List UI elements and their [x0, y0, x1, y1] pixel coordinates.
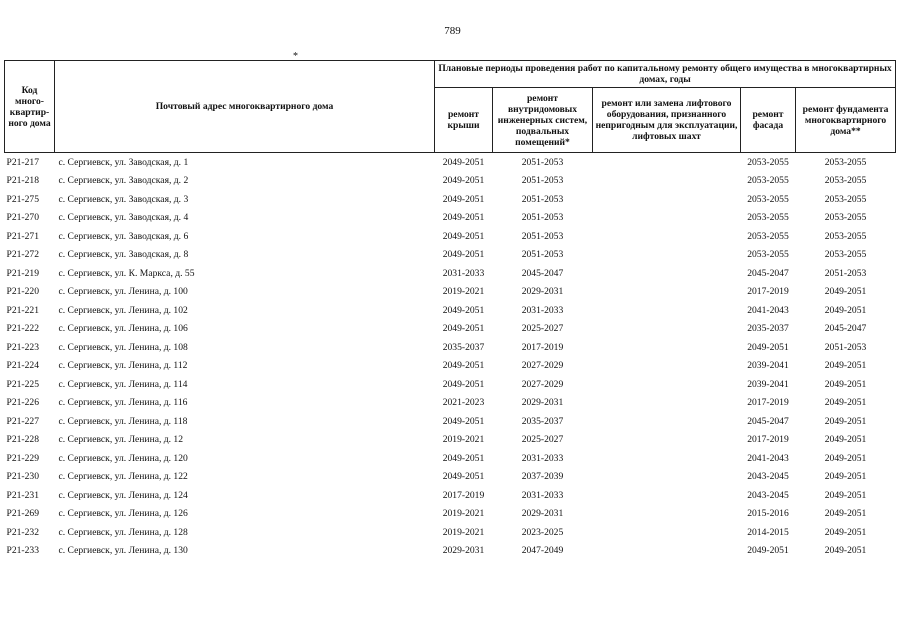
cell-address: с. Сергиевск, ул. Заводская, д. 3 [58, 193, 189, 205]
cell-elevator [593, 431, 741, 450]
cell-code: Р21-275 [6, 193, 40, 205]
cell-foundation: 2049-2051 [824, 360, 867, 372]
cell-roof: 2049-2051 [442, 471, 485, 483]
cell-roof: 2049-2051 [442, 323, 485, 335]
cell-code: Р21-269 [6, 508, 40, 520]
cell-address: с. Сергиевск, ул. Ленина, д. 116 [58, 397, 188, 409]
cell-roof: 2019-2021 [442, 434, 485, 446]
cell-systems: 2051-2053 [521, 193, 564, 205]
cell-systems: 2029-2031 [521, 286, 564, 298]
cell-systems: 2051-2053 [521, 175, 564, 187]
cell-code: Р21-272 [6, 249, 40, 261]
table-row [5, 338, 896, 357]
cell-facade: 2045-2047 [747, 267, 789, 279]
header-code: Код много-квартир-ного дома [5, 61, 55, 153]
cell-roof: 2049-2051 [442, 212, 485, 224]
cell-address: с. Сергиевск, ул. Ленина, д. 108 [58, 341, 188, 353]
table-row [5, 246, 896, 265]
cell-systems: 2051-2053 [521, 156, 564, 168]
cell-elevator [593, 412, 741, 431]
cell-address: с. Сергиевск, ул. Заводская, д. 8 [58, 249, 189, 261]
cell-roof: 2021-2023 [442, 397, 485, 409]
cell-foundation: 2049-2051 [824, 508, 867, 520]
cell-elevator [593, 542, 741, 561]
cell-foundation: 2049-2051 [824, 452, 867, 464]
cell-code: Р21-233 [6, 545, 40, 557]
cell-foundation: 2053-2055 [824, 156, 867, 168]
cell-roof: 2049-2051 [442, 360, 485, 372]
cell-systems: 2031-2033 [521, 452, 564, 464]
cell-facade: 2043-2045 [747, 489, 789, 501]
asterisk-mark: * [293, 51, 298, 62]
cell-foundation: 2049-2051 [824, 434, 867, 446]
table-row [5, 357, 896, 376]
cell-systems: 2027-2029 [521, 378, 564, 390]
cell-roof: 2019-2021 [442, 286, 485, 298]
header-foundation: ремонт фундамента многоквартирного дома** [796, 88, 896, 153]
cell-elevator [593, 320, 741, 339]
cell-systems: 2029-2031 [521, 397, 564, 409]
cell-foundation: 2049-2051 [824, 378, 867, 390]
cell-code: Р21-227 [6, 415, 40, 427]
cell-foundation: 2049-2051 [824, 545, 867, 557]
cell-address: с. Сергиевск, ул. Ленина, д. 122 [58, 471, 188, 483]
cell-roof: 2049-2051 [442, 193, 485, 205]
table-row [5, 375, 896, 394]
header-systems: ремонт внутридомовых инженерных систем, подвальных помещений* [493, 88, 593, 153]
cell-foundation: 2053-2055 [824, 193, 867, 205]
cell-foundation: 2049-2051 [824, 526, 867, 538]
cell-roof: 2049-2051 [442, 378, 485, 390]
cell-code: Р21-228 [6, 434, 40, 446]
table-row [5, 172, 896, 191]
cell-facade: 2017-2019 [747, 434, 789, 446]
cell-systems: 2031-2033 [521, 304, 564, 316]
cell-facade: 2049-2051 [747, 545, 789, 557]
cell-roof: 2029-2031 [442, 545, 485, 557]
cell-address: с. Сергиевск, ул. Ленина, д. 126 [58, 508, 188, 520]
table-row [5, 264, 896, 283]
cell-facade: 2039-2041 [747, 360, 789, 372]
cell-foundation: 2051-2053 [824, 267, 867, 279]
cell-roof: 2049-2051 [442, 230, 485, 242]
cell-elevator [593, 338, 741, 357]
table-row [5, 412, 896, 431]
cell-code: Р21-221 [6, 304, 40, 316]
cell-foundation: 2049-2051 [824, 304, 867, 316]
cell-address: с. Сергиевск, ул. Ленина, д. 120 [58, 452, 188, 464]
cell-elevator [593, 153, 741, 172]
table-header [5, 61, 896, 153]
cell-roof: 2049-2051 [442, 304, 485, 316]
table-row [5, 190, 896, 209]
cell-code: Р21-226 [6, 397, 40, 409]
cell-systems: 2047-2049 [521, 545, 564, 557]
cell-elevator [593, 283, 741, 302]
cell-foundation: 2049-2051 [824, 415, 867, 427]
cell-facade: 2041-2043 [747, 452, 789, 464]
cell-roof: 2049-2051 [442, 156, 485, 168]
table-row [5, 449, 896, 468]
repair-schedule-table [4, 60, 896, 560]
cell-elevator [593, 209, 741, 228]
cell-foundation: 2053-2055 [824, 212, 867, 224]
table-row [5, 153, 896, 172]
cell-address: с. Сергиевск, ул. Ленина, д. 112 [58, 360, 188, 372]
header-roof: ремонт крыши [435, 88, 493, 153]
cell-elevator [593, 357, 741, 376]
cell-systems: 2023-2025 [521, 526, 564, 538]
cell-roof: 2019-2021 [442, 508, 485, 520]
header-group: Плановые периоды проведения работ по капитальному ремонту общего имущества в многоквартирных домах, годы [435, 61, 896, 88]
cell-elevator [593, 264, 741, 283]
cell-elevator [593, 468, 741, 487]
cell-facade: 2041-2043 [747, 304, 789, 316]
cell-facade: 2017-2019 [747, 286, 789, 298]
cell-facade: 2053-2055 [747, 212, 789, 224]
cell-systems: 2031-2033 [521, 489, 564, 501]
cell-address: с. Сергиевск, ул. Ленина, д. 100 [58, 286, 188, 298]
cell-systems: 2025-2027 [521, 323, 564, 335]
table-row [5, 283, 896, 302]
cell-systems: 2017-2019 [521, 341, 564, 353]
cell-code: Р21-231 [6, 489, 40, 501]
cell-elevator [593, 523, 741, 542]
cell-elevator [593, 394, 741, 413]
cell-code: Р21-229 [6, 452, 40, 464]
cell-foundation: 2049-2051 [824, 286, 867, 298]
header-facade: ремонт фасада [741, 88, 796, 153]
cell-address: с. Сергиевск, ул. Ленина, д. 106 [58, 323, 188, 335]
cell-facade: 2043-2045 [747, 471, 789, 483]
cell-systems: 2025-2027 [521, 434, 564, 446]
table-row [5, 431, 896, 450]
cell-systems: 2051-2053 [521, 249, 564, 261]
cell-elevator [593, 486, 741, 505]
cell-facade: 2045-2047 [747, 415, 789, 427]
table-row [5, 542, 896, 561]
cell-code: Р21-220 [6, 286, 40, 298]
table-row [5, 209, 896, 228]
cell-address: с. Сергиевск, ул. Ленина, д. 114 [58, 378, 188, 390]
cell-roof: 2049-2051 [442, 452, 485, 464]
cell-roof: 2049-2051 [442, 175, 485, 187]
cell-facade: 2053-2055 [747, 249, 789, 261]
cell-code: Р21-232 [6, 526, 40, 538]
cell-roof: 2049-2051 [442, 415, 485, 427]
cell-systems: 2051-2053 [521, 212, 564, 224]
cell-systems: 2027-2029 [521, 360, 564, 372]
cell-facade: 2049-2051 [747, 341, 789, 353]
cell-code: Р21-270 [6, 212, 40, 224]
cell-address: с. Сергиевск, ул. Ленина, д. 124 [58, 489, 188, 501]
cell-elevator [593, 505, 741, 524]
cell-code: Р21-225 [6, 378, 40, 390]
cell-foundation: 2053-2055 [824, 175, 867, 187]
cell-address: с. Сергиевск, ул. Заводская, д. 1 [58, 156, 189, 168]
header-address: Почтовый адрес многоквартирного дома [55, 61, 435, 153]
table-body [5, 153, 896, 561]
table-row [5, 227, 896, 246]
table-row [5, 394, 896, 413]
cell-address: с. Сергиевск, ул. К. Маркса, д. 55 [58, 267, 195, 279]
cell-code: Р21-222 [6, 323, 40, 335]
cell-facade: 2017-2019 [747, 397, 789, 409]
cell-address: с. Сергиевск, ул. Ленина, д. 12 [58, 434, 184, 446]
table-row [5, 468, 896, 487]
cell-elevator [593, 227, 741, 246]
cell-facade: 2053-2055 [747, 175, 789, 187]
cell-foundation: 2051-2053 [824, 341, 867, 353]
table-row [5, 301, 896, 320]
cell-code: Р21-224 [6, 360, 40, 372]
cell-roof: 2035-2037 [442, 341, 485, 353]
cell-roof: 2049-2051 [442, 249, 485, 261]
cell-foundation: 2053-2055 [824, 249, 867, 261]
cell-code: Р21-230 [6, 471, 40, 483]
cell-address: с. Сергиевск, ул. Заводская, д. 4 [58, 212, 189, 224]
cell-systems: 2029-2031 [521, 508, 564, 520]
cell-systems: 2051-2053 [521, 230, 564, 242]
cell-code: Р21-217 [6, 156, 40, 168]
cell-code: Р21-223 [6, 341, 40, 353]
table-row [5, 505, 896, 524]
cell-foundation: 2049-2051 [824, 397, 867, 409]
cell-facade: 2014-2015 [747, 526, 789, 538]
cell-roof: 2019-2021 [442, 526, 485, 538]
cell-elevator [593, 172, 741, 191]
cell-roof: 2017-2019 [442, 489, 485, 501]
cell-facade: 2053-2055 [747, 230, 789, 242]
cell-address: с. Сергиевск, ул. Ленина, д. 118 [58, 415, 188, 427]
cell-code: Р21-271 [6, 230, 40, 242]
cell-elevator [593, 190, 741, 209]
cell-elevator [593, 449, 741, 468]
cell-elevator [593, 246, 741, 265]
cell-address: с. Сергиевск, ул. Ленина, д. 128 [58, 526, 188, 538]
cell-elevator [593, 301, 741, 320]
cell-systems: 2045-2047 [521, 267, 564, 279]
cell-foundation: 2053-2055 [824, 230, 867, 242]
cell-address: с. Сергиевск, ул. Ленина, д. 130 [58, 545, 188, 557]
table-row [5, 320, 896, 339]
cell-code: Р21-219 [6, 267, 40, 279]
header-elevator: ремонт или замена лифтового оборудования, признанного непригодным для эксплуатации, лифтовых шахт [593, 88, 741, 153]
cell-foundation: 2049-2051 [824, 489, 867, 501]
cell-facade: 2015-2016 [747, 508, 789, 520]
cell-foundation: 2049-2051 [824, 471, 867, 483]
cell-address: с. Сергиевск, ул. Заводская, д. 6 [58, 230, 189, 242]
cell-address: с. Сергиевск, ул. Заводская, д. 2 [58, 175, 189, 187]
cell-facade: 2053-2055 [747, 156, 789, 168]
cell-code: Р21-218 [6, 175, 40, 187]
page-number: 789 [444, 25, 461, 37]
table-row [5, 523, 896, 542]
cell-facade: 2039-2041 [747, 378, 789, 390]
cell-facade: 2053-2055 [747, 193, 789, 205]
cell-systems: 2037-2039 [521, 471, 564, 483]
table-row [5, 486, 896, 505]
cell-systems: 2035-2037 [521, 415, 564, 427]
cell-address: с. Сергиевск, ул. Ленина, д. 102 [58, 304, 188, 316]
cell-roof: 2031-2033 [442, 267, 485, 279]
cell-facade: 2035-2037 [747, 323, 789, 335]
cell-foundation: 2045-2047 [824, 323, 867, 335]
cell-elevator [593, 375, 741, 394]
